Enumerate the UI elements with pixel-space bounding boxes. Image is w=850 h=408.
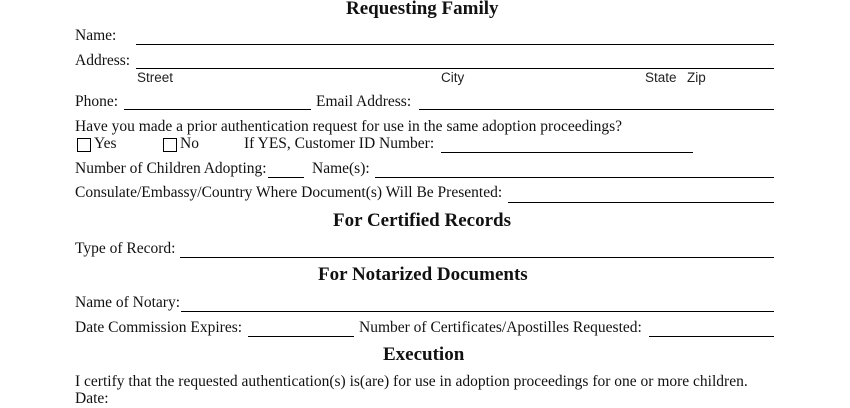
- no-label: No: [180, 135, 199, 152]
- section-heading-notarized-documents: For Notarized Documents: [318, 264, 528, 285]
- address-label: Address:: [75, 52, 131, 69]
- consulate-field[interactable]: [508, 202, 774, 203]
- record-type-label: Type of Record:: [75, 240, 176, 257]
- section-heading-certified-records: For Certified Records: [333, 210, 511, 231]
- certificates-count-label: Number of Certificates/Apostilles Requested:: [359, 319, 642, 336]
- children-count-field[interactable]: [268, 177, 304, 178]
- yes-checkbox[interactable]: [77, 138, 91, 152]
- names-field[interactable]: [375, 177, 774, 178]
- section-heading-requesting-family: Requesting Family: [346, 0, 499, 19]
- customer-id-field[interactable]: [441, 152, 693, 153]
- commission-expires-label: Date Commission Expires:: [75, 319, 243, 336]
- name-field[interactable]: [136, 44, 774, 45]
- name-label: Name:: [75, 27, 117, 44]
- certificates-count-field[interactable]: [649, 336, 774, 337]
- prior-request-question: Have you made a prior authentication request for use in the same adoption proceedings?: [75, 118, 623, 135]
- consulate-label: Consulate/Embassy/Country Where Document(s) Will Be Presented:: [75, 184, 503, 201]
- zip-caption: Zip: [687, 70, 706, 85]
- commission-expires-field[interactable]: [248, 336, 354, 337]
- phone-field[interactable]: [124, 109, 311, 110]
- email-field[interactable]: [419, 109, 774, 110]
- street-caption: Street: [137, 70, 174, 85]
- email-label: Email Address:: [316, 93, 412, 110]
- notary-name-label: Name of Notary:: [75, 294, 181, 311]
- notary-name-field[interactable]: [181, 311, 774, 312]
- phone-label: Phone:: [75, 93, 119, 110]
- certification-statement: I certify that the requested authentication(s) is(are) for use in adoption proceedings for one or more children.: [75, 373, 748, 390]
- city-caption: City: [441, 70, 465, 85]
- state-caption: State: [645, 70, 677, 85]
- children-count-label: Number of Children Adopting:: [75, 160, 267, 177]
- yes-label: Yes: [94, 135, 117, 152]
- date-label: Date:: [75, 390, 109, 407]
- customer-id-label: If YES, Customer ID Number:: [244, 135, 435, 152]
- address-field[interactable]: [136, 68, 774, 69]
- names-label: Name(s):: [312, 160, 370, 177]
- section-heading-execution: Execution: [383, 344, 465, 365]
- no-checkbox[interactable]: [163, 138, 177, 152]
- record-type-field[interactable]: [180, 257, 774, 258]
